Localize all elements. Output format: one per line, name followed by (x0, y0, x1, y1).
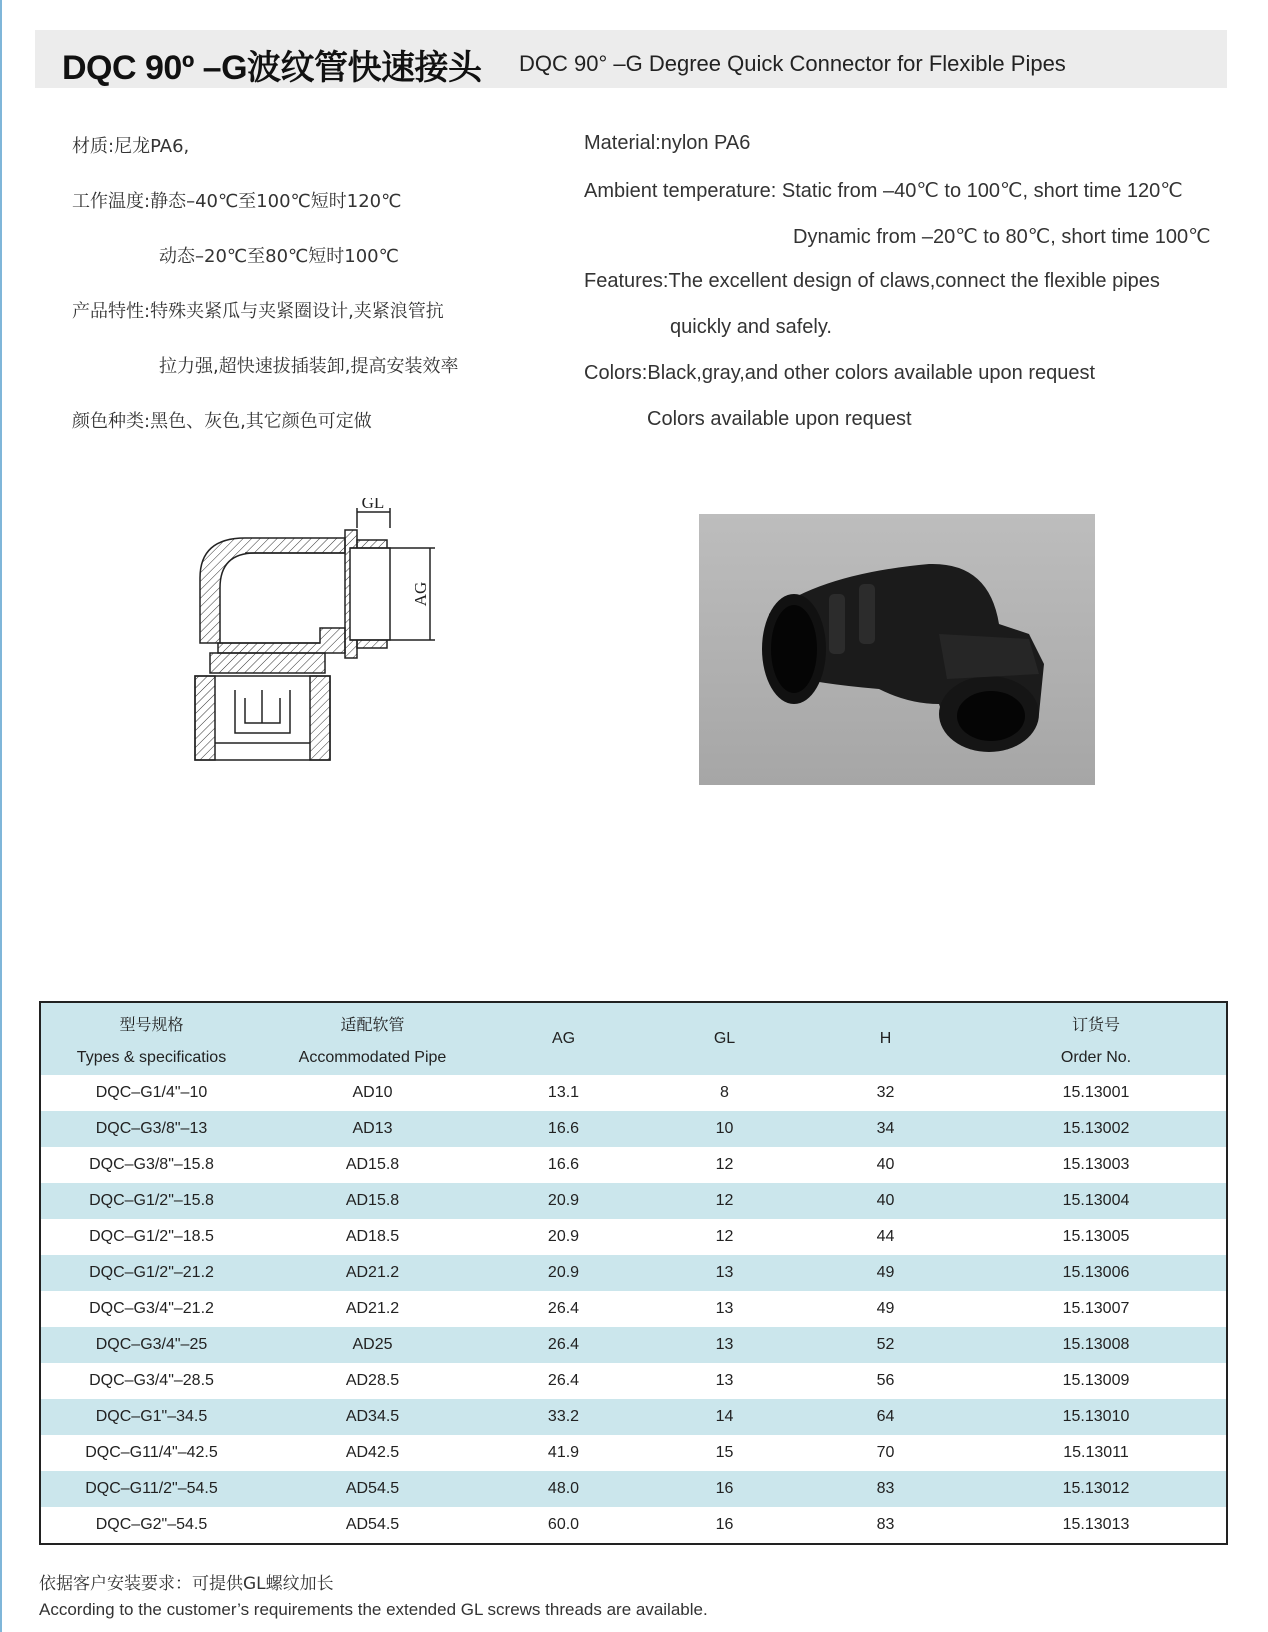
table-row (40, 1147, 1227, 1183)
spec-en-temperature: Ambient temperature: Static from –40℃ to 100℃, short time 120℃ (584, 180, 1183, 202)
cell-ag: 13.1 (483, 1075, 644, 1111)
table-row (40, 1327, 1227, 1363)
footnote-cn: 依据客户安装要求：可提供GL螺纹加长 (39, 1574, 334, 1594)
title-bar (35, 30, 1227, 88)
spec-en-features-cont: quickly and safely. (670, 316, 832, 338)
cell-order: 15.13002 (966, 1111, 1227, 1147)
table-row (40, 1075, 1227, 1111)
spec-cn-features-cont: 拉力强,超快速拔插装卸,提高安装效率 (159, 356, 459, 377)
dim-ag-label: AG (411, 581, 430, 607)
cell-type: DQC–G11/2"–54.5 (40, 1471, 262, 1507)
cell-gl: 12 (644, 1219, 805, 1255)
table-row (40, 1471, 1227, 1507)
spec-cn-temperature: 工作温度:静态–40℃至100℃短时120℃ (72, 191, 402, 212)
page-subtitle: DQC 90° –G Degree Quick Connector for Flexible Pipes (519, 51, 1066, 76)
cell-order: 15.13006 (966, 1255, 1227, 1291)
table-row (40, 1291, 1227, 1327)
cell-order: 15.13007 (966, 1291, 1227, 1327)
cell-order: 15.13012 (966, 1471, 1227, 1507)
technical-drawing (190, 498, 460, 798)
cell-ag: 26.4 (483, 1291, 644, 1327)
col-header-h: H (805, 1002, 966, 1075)
cell-ag: 16.6 (483, 1111, 644, 1147)
cell-order: 15.13005 (966, 1219, 1227, 1255)
cell-h: 32 (805, 1075, 966, 1111)
cell-pipe: AD34.5 (262, 1399, 483, 1435)
cell-ag: 20.9 (483, 1255, 644, 1291)
cell-gl: 16 (644, 1507, 805, 1544)
cell-h: 83 (805, 1471, 966, 1507)
cell-h: 40 (805, 1147, 966, 1183)
cell-gl: 12 (644, 1147, 805, 1183)
cell-gl: 12 (644, 1183, 805, 1219)
cell-gl: 14 (644, 1399, 805, 1435)
col-header-type: 型号规格 Types & specificatios (40, 1002, 262, 1075)
cell-h: 44 (805, 1219, 966, 1255)
cell-order: 15.13010 (966, 1399, 1227, 1435)
cell-gl: 13 (644, 1363, 805, 1399)
spec-en-colors-cont: Colors available upon request (647, 408, 912, 430)
table-row (40, 1255, 1227, 1291)
cell-type: DQC–G3/4"–21.2 (40, 1291, 262, 1327)
table-row (40, 1183, 1227, 1219)
cell-ag: 16.6 (483, 1147, 644, 1183)
spec-cn-material: 材质:尼龙PA6, (72, 136, 190, 157)
cell-gl: 16 (644, 1471, 805, 1507)
cell-order: 15.13003 (966, 1147, 1227, 1183)
cell-type: DQC–G1/2"–21.2 (40, 1255, 262, 1291)
page-title: DQC 90º –G波纹管快速接头 (62, 49, 482, 87)
cell-type: DQC–G2"–54.5 (40, 1507, 262, 1544)
cell-gl: 13 (644, 1291, 805, 1327)
cell-gl: 13 (644, 1255, 805, 1291)
cell-pipe: AD15.8 (262, 1183, 483, 1219)
cell-type: DQC–G11/4"–42.5 (40, 1435, 262, 1471)
cell-type: DQC–G3/8"–15.8 (40, 1147, 262, 1183)
cell-pipe: AD25 (262, 1327, 483, 1363)
spec-en-features: Features:The excellent design of claws,connect the flexible pipes (584, 270, 1160, 292)
cell-ag: 26.4 (483, 1327, 644, 1363)
cell-pipe: AD28.5 (262, 1363, 483, 1399)
cell-h: 56 (805, 1363, 966, 1399)
table-row (40, 1363, 1227, 1399)
table-header-row (40, 1002, 1227, 1075)
spec-table (39, 1001, 1228, 1545)
cell-pipe: AD13 (262, 1111, 483, 1147)
spec-en-temperature-dynamic: Dynamic from –20℃ to 80℃, short time 100℃ (793, 226, 1211, 248)
cell-h: 40 (805, 1183, 966, 1219)
cell-order: 15.13011 (966, 1435, 1227, 1471)
cell-gl: 8 (644, 1075, 805, 1111)
product-photo (699, 514, 1095, 785)
cell-pipe: AD42.5 (262, 1435, 483, 1471)
footnote (39, 1572, 708, 1622)
spec-cn-features: 产品特性:特殊夹紧瓜与夹紧圈设计,夹紧浪管抗 (72, 301, 444, 322)
cell-ag: 20.9 (483, 1219, 644, 1255)
cell-pipe: AD54.5 (262, 1507, 483, 1544)
cell-h: 64 (805, 1399, 966, 1435)
spec-cn-temperature-dynamic: 动态–20℃至80℃短时100℃ (159, 246, 399, 267)
cell-h: 70 (805, 1435, 966, 1471)
cell-gl: 10 (644, 1111, 805, 1147)
spec-en-colors: Colors:Black,gray,and other colors available upon request (584, 362, 1096, 384)
cell-h: 52 (805, 1327, 966, 1363)
cell-pipe: AD21.2 (262, 1291, 483, 1327)
cell-type: DQC–G1/2"–18.5 (40, 1219, 262, 1255)
cell-order: 15.13009 (966, 1363, 1227, 1399)
cell-h: 49 (805, 1255, 966, 1291)
col-header-ag: AG (483, 1002, 644, 1075)
cell-ag: 33.2 (483, 1399, 644, 1435)
table-row (40, 1399, 1227, 1435)
cell-type: DQC–G1"–34.5 (40, 1399, 262, 1435)
table-row (40, 1507, 1227, 1544)
cell-h: 83 (805, 1507, 966, 1544)
cell-gl: 13 (644, 1327, 805, 1363)
footnote-en: According to the customer’s requirements the extended GL screws threads are available. (39, 1600, 708, 1619)
dim-gl-label: GL (361, 498, 385, 512)
cell-order: 15.13001 (966, 1075, 1227, 1111)
col-header-pipe: 适配软管 Accommodated Pipe (262, 1002, 483, 1075)
cell-gl: 15 (644, 1435, 805, 1471)
cell-ag: 26.4 (483, 1363, 644, 1399)
table-row (40, 1111, 1227, 1147)
table-row (40, 1435, 1227, 1471)
cell-type: DQC–G3/4"–25 (40, 1327, 262, 1363)
cell-pipe: AD18.5 (262, 1219, 483, 1255)
cell-h: 34 (805, 1111, 966, 1147)
cell-order: 15.13008 (966, 1327, 1227, 1363)
cell-ag: 60.0 (483, 1507, 644, 1544)
cell-order: 15.13004 (966, 1183, 1227, 1219)
spec-cn-colors: 颜色种类:黑色、灰色,其它颜色可定做 (72, 411, 372, 432)
cell-ag: 48.0 (483, 1471, 644, 1507)
left-edge-rule (0, 0, 2, 1632)
table-row (40, 1219, 1227, 1255)
cell-type: DQC–G1/4"–10 (40, 1075, 262, 1111)
cell-pipe: AD21.2 (262, 1255, 483, 1291)
cell-order: 15.13013 (966, 1507, 1227, 1544)
cell-pipe: AD15.8 (262, 1147, 483, 1183)
col-header-order: 订货号 Order No. (966, 1002, 1227, 1075)
cell-h: 49 (805, 1291, 966, 1327)
cell-pipe: AD54.5 (262, 1471, 483, 1507)
col-header-gl: GL (644, 1002, 805, 1075)
cell-ag: 41.9 (483, 1435, 644, 1471)
cell-pipe: AD10 (262, 1075, 483, 1111)
cell-ag: 20.9 (483, 1183, 644, 1219)
cell-type: DQC–G3/8"–13 (40, 1111, 262, 1147)
cell-type: DQC–G1/2"–15.8 (40, 1183, 262, 1219)
cell-type: DQC–G3/4"–28.5 (40, 1363, 262, 1399)
spec-en-material: Material:nylon PA6 (584, 132, 751, 154)
